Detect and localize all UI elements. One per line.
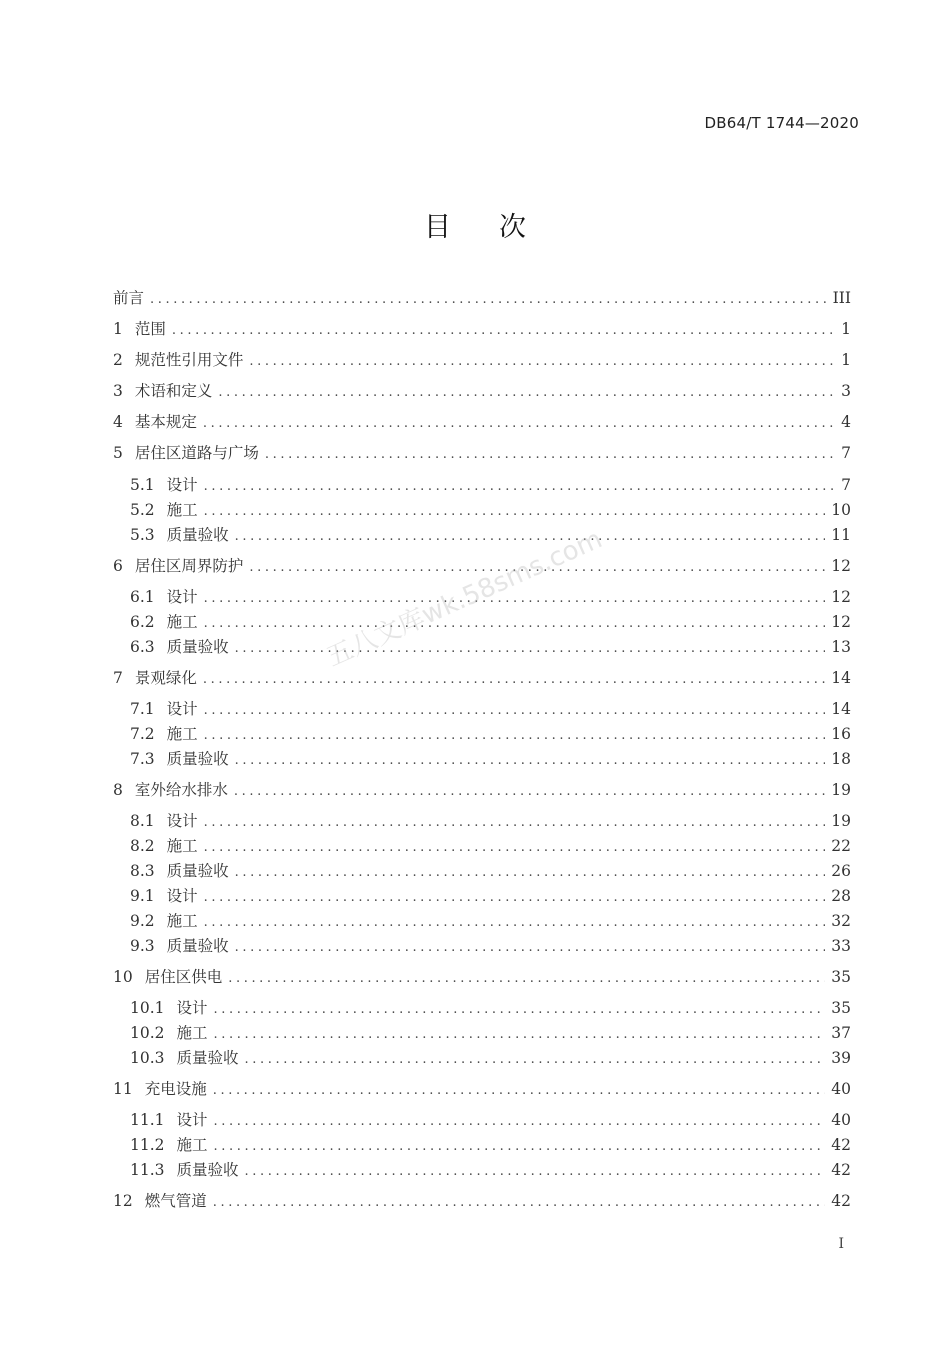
toc-dot-leader bbox=[204, 812, 826, 834]
toc-entry-page-number: 1 bbox=[841, 320, 851, 338]
toc-entry-number: 5.2 bbox=[130, 501, 155, 519]
toc-entry-number: 8.3 bbox=[130, 862, 155, 880]
toc-entry[interactable] bbox=[113, 1190, 851, 1212]
toc-entry[interactable] bbox=[130, 935, 851, 957]
toc-dot-leader bbox=[245, 1161, 826, 1183]
toc-entry-page-number: 7 bbox=[841, 444, 851, 462]
toc-entry-page-number: 4 bbox=[841, 413, 851, 431]
toc-entry-page-number: 13 bbox=[831, 638, 851, 656]
toc-entry-page-number: 42 bbox=[831, 1192, 851, 1210]
toc-entry-page-number: 35 bbox=[831, 968, 851, 986]
toc-entry-number: 11.3 bbox=[130, 1161, 165, 1179]
toc-entry-page-number: 11 bbox=[831, 526, 851, 544]
toc-entry-page-number: 32 bbox=[831, 912, 851, 930]
toc-entry-number: 12 bbox=[113, 1192, 133, 1210]
toc-entry-page-number: III bbox=[832, 289, 851, 307]
watermark: 五八文库wk.58sms.com bbox=[322, 524, 607, 673]
toc-dot-leader bbox=[213, 1080, 826, 1102]
toc-entry-number: 10.1 bbox=[130, 999, 165, 1017]
toc-entry-title: 质量验收 bbox=[176, 1049, 239, 1067]
toc-entry-number: 6 bbox=[113, 557, 123, 575]
toc-entry-number: 8.1 bbox=[130, 812, 155, 830]
toc-entry-number: 6.2 bbox=[130, 613, 155, 631]
toc-entry[interactable] bbox=[130, 810, 851, 832]
toc-entry-page-number: 26 bbox=[831, 862, 851, 880]
toc-entry[interactable] bbox=[130, 997, 851, 1019]
toc-dot-leader bbox=[150, 289, 827, 311]
toc-entry-page-number: 10 bbox=[831, 501, 851, 519]
document-header-code: DB64/T 1744—2020 bbox=[704, 114, 859, 132]
toc-entry-title: 设计 bbox=[176, 999, 208, 1017]
toc-entry-page-number: 14 bbox=[831, 669, 851, 687]
toc-entry-page-number: 33 bbox=[831, 937, 851, 955]
page-title-char-1: 目 bbox=[424, 212, 451, 243]
toc-entry-number: 6.3 bbox=[130, 638, 155, 656]
toc-entry-number: 10 bbox=[113, 968, 133, 986]
toc-dot-leader bbox=[204, 887, 826, 909]
toc-entry[interactable] bbox=[130, 1047, 851, 1069]
toc-entry[interactable] bbox=[130, 1109, 851, 1131]
toc-entry-page-number: 1 bbox=[841, 351, 851, 369]
toc-entry-number: 8.2 bbox=[130, 837, 155, 855]
toc-entry[interactable] bbox=[113, 380, 851, 402]
toc-dot-leader bbox=[249, 351, 835, 373]
toc-entry[interactable] bbox=[113, 318, 851, 340]
page-title-char-2: 次 bbox=[499, 212, 526, 243]
toc-entry-number: 5.3 bbox=[130, 526, 155, 544]
toc-entry-title: 设计 bbox=[166, 812, 198, 830]
toc-dot-leader bbox=[203, 413, 835, 435]
toc-entry[interactable] bbox=[130, 636, 851, 658]
toc-entry-number: 10.2 bbox=[130, 1024, 165, 1042]
toc-dot-leader bbox=[214, 1024, 826, 1046]
toc-entry-title: 设计 bbox=[176, 1111, 208, 1129]
toc-entry[interactable] bbox=[130, 860, 851, 882]
toc-dot-leader bbox=[213, 1192, 826, 1214]
toc-entry[interactable] bbox=[130, 910, 851, 932]
toc-dot-leader bbox=[235, 750, 826, 772]
toc-entry-title: 设计 bbox=[166, 476, 198, 494]
toc-entry[interactable] bbox=[113, 779, 851, 801]
toc-entry-page-number: 14 bbox=[831, 700, 851, 718]
toc-entry[interactable] bbox=[113, 442, 851, 464]
toc-entry-title: 质量验收 bbox=[166, 526, 229, 544]
toc-dot-leader bbox=[218, 382, 835, 404]
toc-entry[interactable] bbox=[130, 698, 851, 720]
toc-dot-leader bbox=[214, 1136, 826, 1158]
toc-dot-leader bbox=[235, 862, 826, 884]
toc-entry-number: 11.1 bbox=[130, 1111, 165, 1129]
toc-entry-title: 居住区供电 bbox=[144, 968, 223, 986]
toc-entry[interactable] bbox=[113, 1078, 851, 1100]
toc-entry[interactable] bbox=[130, 1134, 851, 1156]
toc-dot-leader bbox=[234, 781, 825, 803]
toc-entry-page-number: 35 bbox=[831, 999, 851, 1017]
toc-entry[interactable] bbox=[130, 1159, 851, 1181]
toc-entry[interactable] bbox=[130, 748, 851, 770]
toc-entry-title: 施工 bbox=[166, 501, 198, 519]
toc-entry[interactable] bbox=[113, 966, 851, 988]
toc-entry-title: 质量验收 bbox=[176, 1161, 239, 1179]
toc-entry[interactable] bbox=[113, 349, 851, 371]
toc-entry-number: 7.2 bbox=[130, 725, 155, 743]
toc-entry-page-number: 40 bbox=[831, 1080, 851, 1098]
toc-entry-page-number: 12 bbox=[831, 557, 851, 575]
toc-entry-number: 9.2 bbox=[130, 912, 155, 930]
toc-entry-title: 施工 bbox=[166, 613, 198, 631]
toc-entry-page-number: 42 bbox=[831, 1161, 851, 1179]
toc-entry-page-number: 18 bbox=[831, 750, 851, 768]
toc-entry-title: 设计 bbox=[166, 588, 198, 606]
toc-entry-title: 范围 bbox=[134, 320, 166, 338]
toc-dot-leader bbox=[265, 444, 835, 466]
toc-dot-leader bbox=[204, 700, 826, 722]
toc-entry-page-number: 22 bbox=[831, 837, 851, 855]
toc-entry-page-number: 19 bbox=[831, 781, 851, 799]
toc-dot-leader bbox=[235, 526, 826, 548]
toc-entry-number: 6.1 bbox=[130, 588, 155, 606]
toc-dot-leader bbox=[228, 968, 825, 990]
toc-entry-page-number: 3 bbox=[841, 382, 851, 400]
toc-dot-leader bbox=[172, 320, 835, 342]
toc-entry[interactable] bbox=[113, 667, 851, 689]
toc-entry[interactable] bbox=[130, 835, 851, 857]
toc-entry-page-number: 12 bbox=[831, 613, 851, 631]
toc-entry-title: 质量验收 bbox=[166, 862, 229, 880]
toc-entry-title: 设计 bbox=[166, 700, 198, 718]
toc-entry-title: 施工 bbox=[166, 912, 198, 930]
toc-entry-title: 设计 bbox=[166, 887, 198, 905]
toc-dot-leader bbox=[235, 937, 826, 959]
toc-entry-page-number: 42 bbox=[831, 1136, 851, 1154]
toc-entry-title: 质量验收 bbox=[166, 937, 229, 955]
toc-entry-number: 1 bbox=[113, 320, 123, 338]
toc-entry-title: 施工 bbox=[166, 837, 198, 855]
toc-entry-page-number: 39 bbox=[831, 1049, 851, 1067]
toc-entry-page-number: 12 bbox=[831, 588, 851, 606]
toc-entry-title: 基本规定 bbox=[134, 413, 197, 431]
toc-entry-number: 5.1 bbox=[130, 476, 155, 494]
toc-dot-leader bbox=[204, 613, 826, 635]
toc-entry-number: 7.1 bbox=[130, 700, 155, 718]
toc-entry-number: 10.3 bbox=[130, 1049, 165, 1067]
toc-entry-number: 4 bbox=[113, 413, 123, 431]
toc-entry-title: 施工 bbox=[176, 1024, 208, 1042]
toc-dot-leader bbox=[203, 669, 825, 691]
toc-dot-leader bbox=[204, 837, 826, 859]
toc-entry-title: 室外给水排水 bbox=[134, 781, 228, 799]
toc-dot-leader bbox=[204, 912, 826, 934]
toc-entry-title: 居住区道路与广场 bbox=[134, 444, 259, 462]
toc-entry[interactable] bbox=[113, 411, 851, 433]
toc-entry[interactable] bbox=[130, 723, 851, 745]
toc-entry-page-number: 37 bbox=[831, 1024, 851, 1042]
toc-entry[interactable] bbox=[130, 499, 851, 521]
toc-entry-number: 5 bbox=[113, 444, 123, 462]
toc-entry-number: 11.2 bbox=[130, 1136, 165, 1154]
toc-entry[interactable] bbox=[130, 1022, 851, 1044]
toc-entry-number: 7.3 bbox=[130, 750, 155, 768]
toc-dot-leader bbox=[214, 999, 826, 1021]
toc-entry-title: 术语和定义 bbox=[134, 382, 213, 400]
toc-entry-title: 施工 bbox=[166, 725, 198, 743]
toc-entry-number: 9.3 bbox=[130, 937, 155, 955]
toc-entry[interactable] bbox=[113, 287, 851, 309]
toc-entry-title: 施工 bbox=[176, 1136, 208, 1154]
page-footer-number: I bbox=[838, 1236, 844, 1252]
toc-entry-number: 7 bbox=[113, 669, 123, 687]
toc-entry-title: 质量验收 bbox=[166, 638, 229, 656]
toc-entry-title: 前言 bbox=[113, 289, 145, 307]
toc-dot-leader bbox=[214, 1111, 826, 1133]
toc-entry-title: 居住区周界防护 bbox=[134, 557, 244, 575]
toc-dot-leader bbox=[204, 725, 826, 747]
toc-entry-page-number: 16 bbox=[831, 725, 851, 743]
toc-entry-number: 2 bbox=[113, 351, 123, 369]
toc-entry-title: 景观绿化 bbox=[134, 669, 197, 687]
toc-entry-page-number: 7 bbox=[841, 476, 851, 494]
toc-entry-page-number: 19 bbox=[831, 812, 851, 830]
toc-dot-leader bbox=[204, 476, 835, 498]
toc-entry-title: 规范性引用文件 bbox=[134, 351, 244, 369]
toc-entry-page-number: 28 bbox=[831, 887, 851, 905]
toc-dot-leader bbox=[204, 501, 826, 523]
toc-entry[interactable] bbox=[130, 474, 851, 496]
toc-entry-title: 充电设施 bbox=[144, 1080, 207, 1098]
toc-dot-leader bbox=[245, 1049, 826, 1071]
toc-entry-page-number: 40 bbox=[831, 1111, 851, 1129]
toc-entry-title: 燃气管道 bbox=[144, 1192, 207, 1210]
toc-entry-number: 9.1 bbox=[130, 887, 155, 905]
toc-entry-number: 8 bbox=[113, 781, 123, 799]
toc-entry-title: 质量验收 bbox=[166, 750, 229, 768]
toc-entry-number: 3 bbox=[113, 382, 123, 400]
toc-entry-number: 11 bbox=[113, 1080, 133, 1098]
toc-entry[interactable] bbox=[130, 611, 851, 633]
toc-entry[interactable] bbox=[130, 885, 851, 907]
toc-entry[interactable] bbox=[130, 524, 851, 546]
